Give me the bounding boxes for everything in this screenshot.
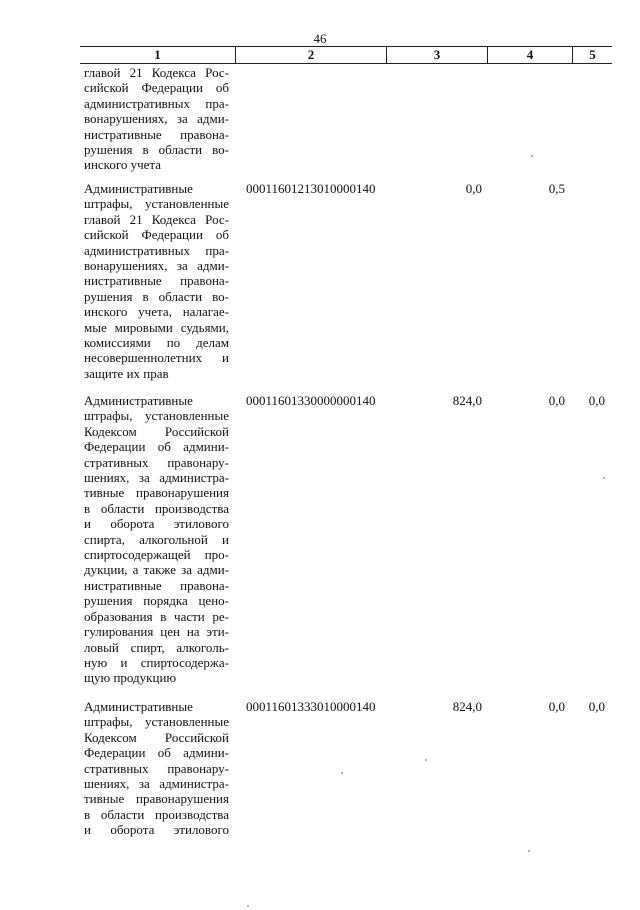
- description-line: спирта, алкогольной и: [84, 531, 229, 547]
- row-description: [84, 65, 229, 173]
- description-line: мые мировыми судьями,: [84, 319, 229, 335]
- description-line: образования в части ре-: [84, 608, 229, 624]
- description-line: ную и спиртосодержа-: [84, 654, 229, 670]
- description-line: в области производства: [84, 500, 229, 516]
- description-line: нистративные правона-: [84, 577, 229, 593]
- description-line: сийской Федерации об: [84, 227, 229, 243]
- description-line: тивные правонарушения: [84, 791, 229, 807]
- scan-speck: [531, 155, 533, 157]
- description-line: инского учета, налагае-: [84, 304, 229, 320]
- description-line: административных пра-: [84, 242, 229, 258]
- description-line: вонарушениях, за адми-: [84, 258, 229, 274]
- row-description: [84, 181, 229, 381]
- scan-speck: [528, 850, 530, 852]
- description-line: шениях, за администра-: [84, 470, 229, 486]
- description-line: спиртосодержащей про-: [84, 547, 229, 563]
- table-body: [0, 62, 640, 844]
- description-line: штрафы, установленные: [84, 714, 229, 730]
- budget-code: 00011601213010000140: [246, 181, 376, 196]
- column-header-3: 3: [433, 47, 441, 62]
- description-line: главой 21 Кодекса Рос-: [84, 211, 229, 227]
- value-col3: 824,0: [452, 393, 482, 408]
- description-line: штрафы, установленные: [84, 408, 229, 424]
- value-col4: 0,0: [548, 393, 565, 408]
- budget-code: 00011601330000000140: [246, 393, 376, 408]
- table-row: [0, 62, 640, 175]
- description-line: нистративные правона-: [84, 273, 229, 289]
- description-line: рушения в области во-: [84, 142, 229, 158]
- value-col4: 0,5: [548, 181, 565, 196]
- value-col5: 0,0: [588, 699, 605, 714]
- description-line: щую продукцию: [84, 670, 177, 686]
- description-line: защите их прав: [84, 365, 169, 381]
- value-col5: 0,0: [588, 393, 605, 408]
- row-description: [84, 393, 229, 686]
- description-line: штрафы, установленные: [84, 196, 229, 212]
- description-line: административных пра-: [84, 95, 229, 111]
- table-row: [0, 694, 640, 844]
- description-line: и оборота этилового: [84, 822, 229, 838]
- value-col3: 0,0: [465, 181, 482, 196]
- description-line: в области производства: [84, 806, 229, 822]
- description-line: и оборота этилового: [84, 516, 229, 532]
- budget-code: 00011601333010000140: [246, 699, 376, 714]
- table-row: [0, 175, 640, 387]
- description-line: инского учета: [84, 157, 162, 173]
- scan-speck: [425, 759, 427, 761]
- description-line: Федерации об админи-: [84, 745, 229, 761]
- scan-speck: [247, 905, 249, 907]
- description-line: стративных правонару-: [84, 454, 229, 470]
- description-line: рушения порядка цено-: [84, 593, 229, 609]
- description-line: дукции, а также за адми-: [84, 562, 229, 578]
- column-header-1: 1: [154, 47, 161, 62]
- description-line: комиссиями по делам: [84, 335, 229, 351]
- description-line: стративных правонару-: [84, 760, 229, 776]
- table-row: [0, 387, 640, 694]
- description-line: главой 21 Кодекса Рос-: [84, 65, 229, 80]
- description-line: сийской Федерации об: [84, 80, 229, 96]
- description-line: тивные правонарушения: [84, 485, 229, 501]
- value-col3: 824,0: [452, 699, 482, 714]
- page-number: 46: [313, 31, 327, 46]
- description-line: нистративные правона-: [84, 126, 229, 142]
- description-line: гулирования цен на эти-: [84, 624, 229, 640]
- row-description: [84, 699, 229, 838]
- scan-speck: [341, 772, 343, 774]
- description-line: шениях, за администра-: [84, 776, 229, 792]
- description-line: Административные: [84, 393, 193, 408]
- value-col4: 0,0: [548, 699, 565, 714]
- description-line: Кодексом Российской: [84, 423, 229, 439]
- scan-speck: [603, 477, 605, 479]
- description-line: Федерации об админи-: [84, 439, 229, 455]
- column-header-5: 5: [589, 47, 596, 62]
- description-line: Административные: [84, 181, 193, 196]
- description-line: вонарушениях, за адми-: [84, 111, 229, 127]
- description-line: Кодексом Российской: [84, 729, 229, 745]
- description-line: несовершеннолетних и: [84, 350, 229, 366]
- description-line: ловый спирт, алкоголь-: [84, 639, 229, 655]
- column-header-4: 4: [526, 47, 534, 62]
- description-line: рушения в области во-: [84, 288, 229, 304]
- description-line: Административные: [84, 699, 193, 714]
- column-header-2: 2: [307, 47, 315, 62]
